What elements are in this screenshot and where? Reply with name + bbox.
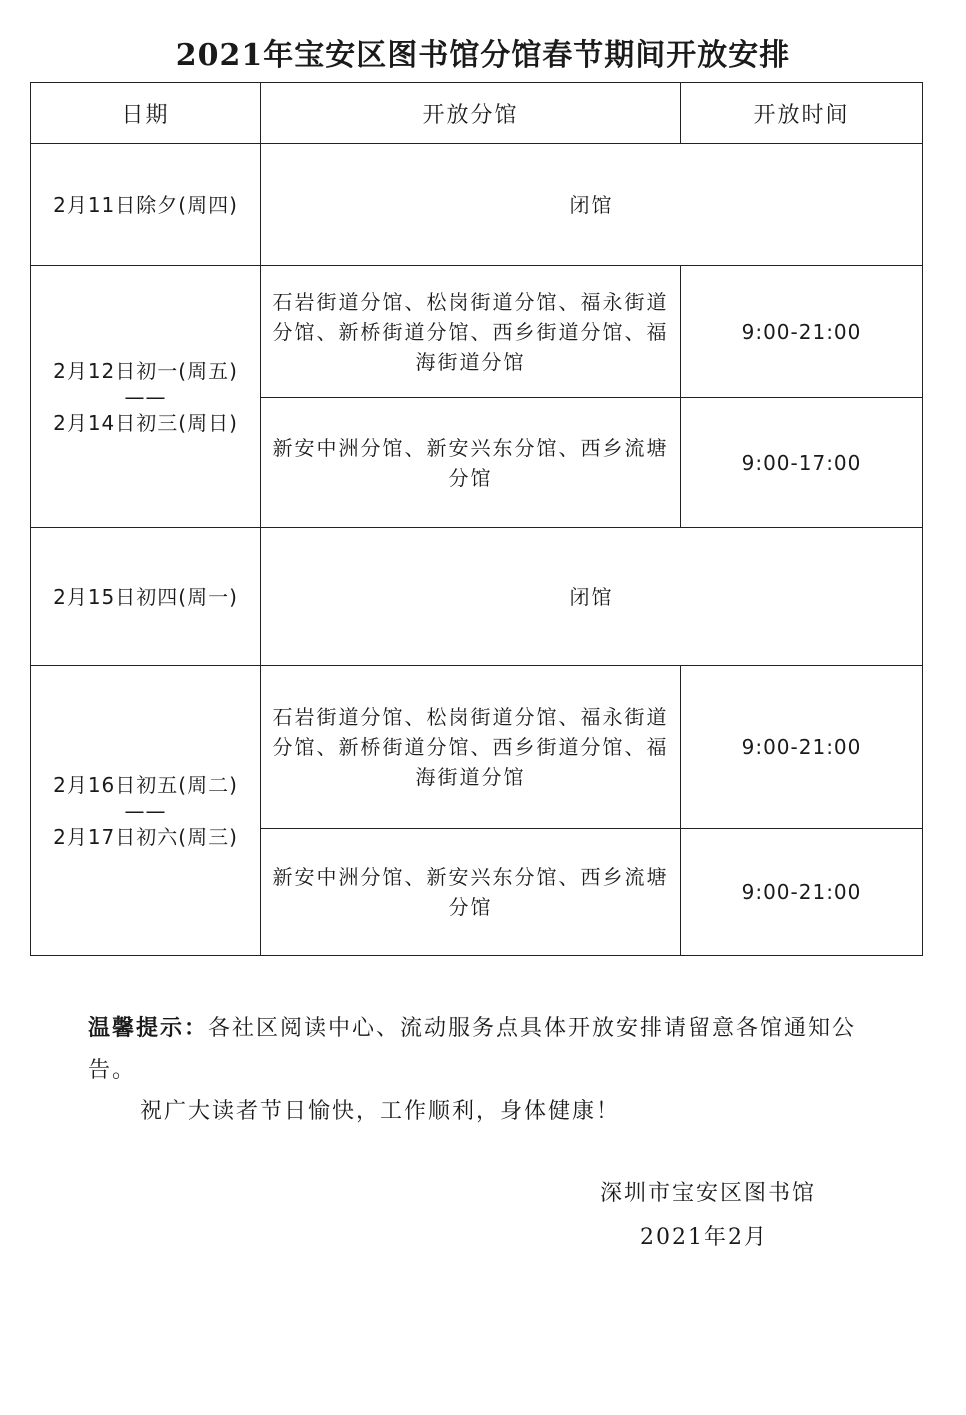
date-dash: —— [124,798,167,823]
date-start: 2月16日初五(周二) [53,772,238,797]
branches-cell: 新安中洲分馆、新安兴东分馆、西乡流塘分馆 [261,398,681,528]
date-range-cell [31,666,261,956]
date-end: 2月14日初三(周日) [53,410,238,435]
header-time: 开放时间 [681,83,923,144]
date-range-cell [31,266,261,528]
page-title: 2021年宝安区图书馆分馆春节期间开放安排 [175,38,791,73]
closed-cell: 闭馆 [261,144,923,266]
signature-date: 2021年2月 [640,1225,768,1250]
time-cell: 9:00-21:00 [681,266,923,398]
time-cell: 9:00-21:00 [681,666,923,829]
notice-paragraph [88,1008,898,1092]
branches-cell: 新安中洲分馆、新安兴东分馆、西乡流塘分馆 [261,829,681,956]
date-start: 2月12日初一(周五) [53,358,238,383]
table-row [31,666,923,829]
date-cell: 2月15日初四(周一) [31,528,261,666]
holiday-wish: 祝广大读者节日愉快，工作顺利，身体健康！ [140,1099,621,1124]
header-branches: 开放分馆 [261,83,681,144]
schedule-table [30,82,923,956]
table-row [31,144,923,266]
header-date: 日期 [31,83,261,144]
table-row [31,528,923,666]
notice-text: 各社区阅读中心、流动服务点具体开放安排请留意各馆通知公告。 [88,1016,857,1083]
branches-cell: 石岩街道分馆、松岗街道分馆、福永街道分馆、新桥街道分馆、西乡街道分馆、福海街道分馆 [261,666,681,829]
branches-cell: 石岩街道分馆、松岗街道分馆、福永街道分馆、新桥街道分馆、西乡街道分馆、福海街道分馆 [261,266,681,398]
time-cell: 9:00-21:00 [681,829,923,956]
date-end: 2月17日初六(周三) [53,824,238,849]
signature-org: 深圳市宝安区图书馆 [600,1181,817,1206]
date-dash: —— [124,384,167,409]
date-cell: 2月11日除夕(周四) [31,144,261,266]
table-row [31,266,923,398]
closed-cell: 闭馆 [261,528,923,666]
notice-label: 温馨提示： [88,1016,209,1041]
table-header-row [31,83,923,144]
time-cell: 9:00-17:00 [681,398,923,528]
